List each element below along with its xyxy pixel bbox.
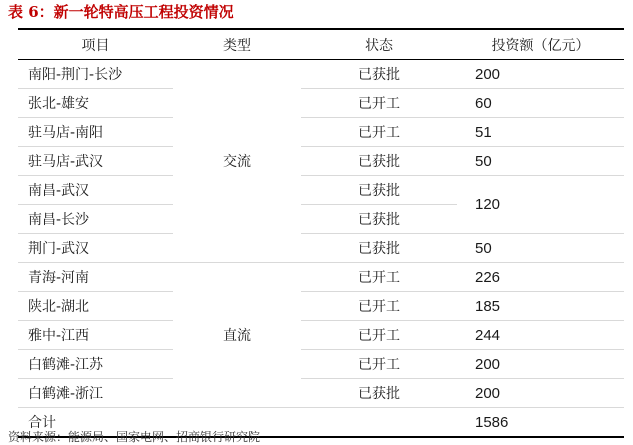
amount-cell: 185 [457, 292, 624, 321]
header-row [18, 29, 624, 60]
source-note: 资料来源：能源局、国家电网、招商银行研究院 [8, 430, 261, 444]
project-cell: 青海-河南 [18, 263, 173, 292]
header-status: 状态 [365, 37, 393, 54]
table-row [18, 147, 624, 176]
table-row [18, 350, 624, 379]
table-title: 表 6：新一轮特高压工程投资情况 [8, 3, 234, 21]
total-amount: 1586 [457, 408, 624, 438]
total-label: 合计 [18, 408, 173, 438]
table-row [18, 60, 624, 89]
project-cell: 南昌-长沙 [18, 205, 173, 234]
project-cell: 驻马店-南阳 [18, 118, 173, 147]
amount-cell: 200 [457, 60, 624, 89]
project-cell: 白鹤滩-江苏 [18, 350, 173, 379]
table-row [18, 89, 624, 118]
status-cell: 已开工 [301, 350, 457, 379]
table-row [18, 321, 624, 350]
type-cell-ac: 交流 [173, 60, 301, 263]
header-project: 项目 [81, 37, 110, 54]
amount-cell: 60 [457, 89, 624, 118]
status-cell: 已开工 [301, 89, 457, 118]
status-cell: 已开工 [301, 118, 457, 147]
project-cell: 驻马店-武汉 [18, 147, 173, 176]
table-row [18, 263, 624, 292]
total-empty-status [301, 408, 457, 438]
amount-cell: 226 [457, 263, 624, 292]
header-amount: 投资额（亿元） [491, 37, 590, 54]
type-cell-dc: 直流 [173, 263, 301, 408]
amount-cell: 50 [457, 234, 624, 263]
amount-cell: 50 [457, 147, 624, 176]
status-cell: 已获批 [301, 379, 457, 408]
project-cell: 南阳-荆门-长沙 [18, 60, 173, 89]
table-row [18, 379, 624, 408]
table-row [18, 176, 624, 205]
amount-cell: 244 [457, 321, 624, 350]
project-cell: 张北-雄安 [18, 89, 173, 118]
table-row [18, 234, 624, 263]
project-cell: 白鹤滩-浙江 [18, 379, 173, 408]
status-cell: 已获批 [301, 234, 457, 263]
status-cell: 已获批 [301, 176, 457, 205]
project-cell: 陕北-湖北 [18, 292, 173, 321]
project-cell: 雅中-江西 [18, 321, 173, 350]
amount-cell: 200 [457, 350, 624, 379]
project-cell: 南昌-武汉 [18, 176, 173, 205]
status-cell: 已获批 [301, 147, 457, 176]
status-cell: 已获批 [301, 205, 457, 234]
amount-cell: 200 [457, 379, 624, 408]
status-cell: 已开工 [301, 321, 457, 350]
investment-table [18, 28, 624, 438]
status-cell: 已开工 [301, 263, 457, 292]
amount-cell: 51 [457, 118, 624, 147]
status-cell: 已开工 [301, 292, 457, 321]
amount-cell-merged: 120 [457, 176, 624, 234]
status-cell: 已获批 [301, 60, 457, 89]
project-cell: 荆门-武汉 [18, 234, 173, 263]
table-row [18, 118, 624, 147]
header-type: 类型 [223, 37, 251, 54]
table-row [18, 292, 624, 321]
